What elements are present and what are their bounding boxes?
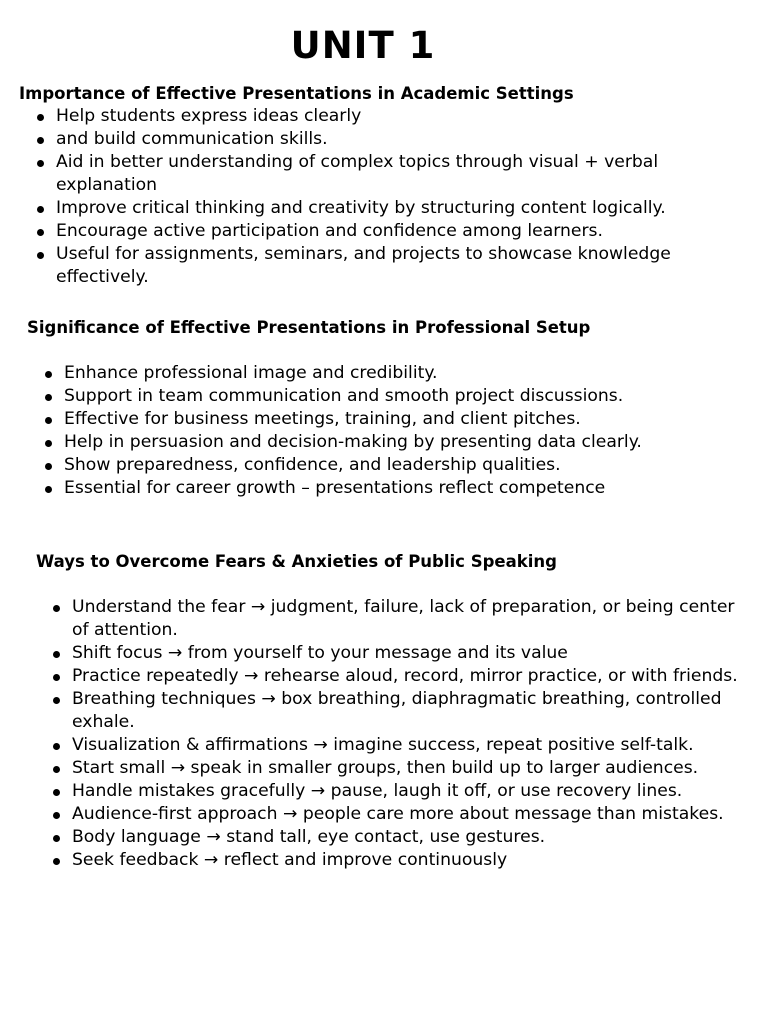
list-item: Audience-first approach → people care more about message than mistakes. (52, 803, 747, 826)
list-item: Useful for assignments, seminars, and projects to showcase knowledge effectively. (36, 243, 736, 289)
list-item: Effective for business meetings, training, and client pitches. (44, 408, 744, 431)
section-heading-public-speaking: Ways to Overcome Fears & Anxieties of Public Speaking (36, 552, 557, 571)
list-item: and build communication skills. (36, 128, 736, 151)
bullet-list-professional (44, 362, 744, 500)
list-item: Shift focus → from yourself to your message and its value (52, 642, 747, 665)
list-item: Help students express ideas clearly (36, 105, 736, 128)
list-item: Seek feedback → reflect and improve continuously (52, 849, 747, 872)
list-item: Encourage active participation and confidence among learners. (36, 220, 736, 243)
list-item: Aid in better understanding of complex topics through visual + verbal explanation (36, 151, 736, 197)
list-item: Help in persuasion and decision-making by presenting data clearly. (44, 431, 744, 454)
section-heading-professional: Significance of Effective Presentations in Professional Setup (27, 318, 591, 337)
list-item: Enhance professional image and credibility. (44, 362, 744, 385)
list-item: Handle mistakes gracefully → pause, laugh it off, or use recovery lines. (52, 780, 747, 803)
list-item: Start small → speak in smaller groups, then build up to larger audiences. (52, 757, 747, 780)
section-heading-academic: Importance of Effective Presentations in Academic Settings (19, 84, 574, 103)
list-item: Support in team communication and smooth project discussions. (44, 385, 744, 408)
list-item: Show preparedness, confidence, and leadership qualities. (44, 454, 744, 477)
list-item: Body language → stand tall, eye contact, use gestures. (52, 826, 747, 849)
list-item: Understand the fear → judgment, failure, lack of preparation, or being center of attention. (52, 596, 747, 642)
list-item: Visualization & affirmations → imagine success, repeat positive self-talk. (52, 734, 747, 757)
bullet-list-academic (36, 105, 736, 289)
list-item: Practice repeatedly → rehearse aloud, record, mirror practice, or with friends. (52, 665, 747, 688)
list-item: Essential for career growth – presentations reflect competence (44, 477, 744, 500)
list-item: Improve critical thinking and creativity by structuring content logically. (36, 197, 736, 220)
list-item: Breathing techniques → box breathing, diaphragmatic breathing, controlled exhale. (52, 688, 747, 734)
bullet-list-public-speaking (52, 596, 747, 872)
page-title: UNIT 1 (290, 24, 436, 67)
